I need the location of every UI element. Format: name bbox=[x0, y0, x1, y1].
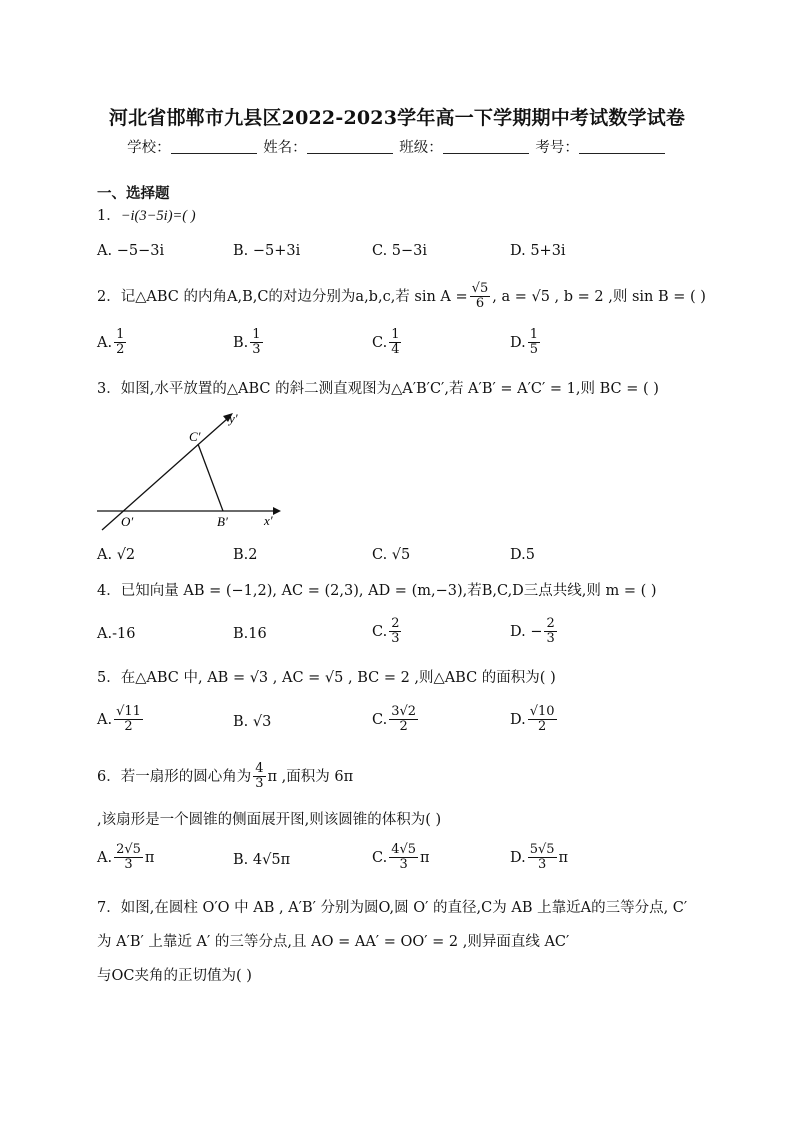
q6-option-b: B. 4√5π bbox=[233, 852, 291, 868]
name-label: 姓名： bbox=[263, 140, 307, 156]
fraction bbox=[528, 843, 557, 873]
question-text: 如图,水平放置的△ABC 的斜二测直观图为△A′B′C′,若 A′B′ = A′C′ = 1,则 BC = ( ) bbox=[120, 381, 659, 397]
numerator: 1 bbox=[116, 327, 125, 342]
question-text: , a = √5 , b = 2 ,则 sin B = ( ) bbox=[492, 288, 706, 305]
school-blank[interactable] bbox=[171, 139, 257, 154]
pi-symbol: π bbox=[558, 849, 569, 866]
denominator: 2 bbox=[399, 719, 408, 735]
q2-option-b bbox=[233, 328, 265, 358]
q5-option-b: B. √3 bbox=[233, 714, 272, 730]
fraction bbox=[544, 617, 556, 647]
page-title: 河北省邯郸市九县区2022-2023学年高一下学期期中考试数学试卷 bbox=[108, 107, 686, 129]
student-info-line bbox=[0, 136, 794, 157]
denominator: 6 bbox=[475, 296, 485, 312]
denominator: 2 bbox=[116, 342, 125, 358]
oblique-projection-figure bbox=[97, 406, 287, 536]
question-1 bbox=[97, 206, 196, 226]
denominator: 3 bbox=[391, 631, 400, 647]
fraction bbox=[389, 843, 418, 873]
q6-option-c bbox=[372, 843, 430, 873]
q2-option-c bbox=[372, 328, 403, 358]
fraction bbox=[253, 762, 265, 792]
q1-option-d: D. 5+3i bbox=[510, 243, 566, 259]
denominator: 3 bbox=[546, 631, 555, 647]
question-6-line-2: ,该扇形是一个圆锥的侧面展开图,则该圆锥的体积为( ) bbox=[97, 812, 442, 828]
fraction bbox=[114, 705, 143, 735]
numerator: 5√5 bbox=[529, 842, 555, 857]
x-axis-arrow-icon bbox=[273, 507, 281, 515]
question-number: 7． bbox=[97, 900, 121, 916]
label-y: y′ bbox=[229, 411, 238, 426]
class-blank[interactable] bbox=[443, 139, 529, 154]
segment-cb bbox=[198, 444, 223, 511]
option-label: A. bbox=[97, 334, 113, 351]
numerator: 2 bbox=[391, 616, 400, 631]
q2-option-a bbox=[97, 328, 128, 358]
numerator: 1 bbox=[529, 327, 538, 342]
question-number: 2． bbox=[97, 288, 121, 305]
q5-option-a bbox=[97, 705, 145, 735]
question-3 bbox=[97, 379, 659, 399]
denominator: 4 bbox=[391, 342, 400, 358]
fraction bbox=[114, 328, 126, 358]
label-b: B′ bbox=[217, 514, 228, 529]
numerator: 3√2 bbox=[391, 704, 417, 719]
option-label: D. bbox=[510, 849, 526, 866]
fraction bbox=[389, 705, 418, 735]
school-label: 学校： bbox=[127, 140, 171, 156]
question-7 bbox=[97, 898, 687, 918]
numerator: 2√5 bbox=[116, 842, 141, 857]
name-blank[interactable] bbox=[307, 139, 393, 154]
label-o: O′ bbox=[121, 514, 134, 529]
q4-option-c bbox=[372, 617, 403, 647]
option-label: D. bbox=[510, 711, 526, 728]
q6-option-d bbox=[510, 843, 568, 873]
q1-option-b: B. −5+3i bbox=[233, 243, 301, 259]
q4-option-b: B.16 bbox=[233, 626, 267, 642]
denominator: 2 bbox=[537, 719, 547, 735]
q4-option-a: A.-16 bbox=[97, 626, 136, 642]
option-label: C. bbox=[372, 849, 388, 866]
question-7-line-3: 与OC夹角的正切值为( ) bbox=[97, 968, 252, 984]
q1-option-c: C. 5−3i bbox=[372, 243, 428, 259]
question-number: 6． bbox=[97, 768, 121, 785]
question-number: 1． bbox=[97, 208, 121, 224]
fraction bbox=[114, 843, 143, 873]
question-text: −i(3−5i)=( ) bbox=[120, 208, 196, 224]
q1-option-a: A. −5−3i bbox=[97, 243, 165, 259]
numerator: 1 bbox=[252, 327, 261, 342]
question-text: 在△ABC 中, AB = √3 , AC = √5 , BC = 2 ,则△ABC 的面积为( ) bbox=[120, 670, 556, 686]
denominator: 3 bbox=[399, 857, 408, 873]
q3-option-c: C. √5 bbox=[372, 547, 411, 563]
number-label: 考号： bbox=[535, 140, 579, 156]
denominator: 3 bbox=[124, 857, 133, 873]
q3-option-a: A. √2 bbox=[97, 547, 136, 563]
numerator: √5 bbox=[471, 281, 489, 296]
numerator: 4√5 bbox=[391, 842, 417, 857]
option-label: C. bbox=[372, 711, 388, 728]
denominator: 2 bbox=[124, 719, 133, 735]
question-number: 4． bbox=[97, 583, 121, 599]
numerator: √10 bbox=[529, 704, 555, 719]
q5-option-d bbox=[510, 705, 559, 735]
fraction bbox=[389, 617, 401, 647]
pi-symbol: π bbox=[144, 849, 155, 866]
option-label: D. − bbox=[510, 623, 543, 640]
option-label: A. bbox=[97, 711, 113, 728]
q4-option-d bbox=[510, 617, 559, 647]
section-heading: 一、选择题 bbox=[97, 185, 170, 202]
q6-option-a bbox=[97, 843, 154, 873]
denominator: 5 bbox=[529, 342, 538, 358]
question-number: 5． bbox=[97, 670, 121, 686]
fraction bbox=[528, 705, 557, 735]
numerator: √11 bbox=[116, 704, 141, 719]
denominator: 3 bbox=[537, 857, 547, 873]
fraction bbox=[250, 328, 262, 358]
question-7-line-2: 为 A′B′ 上靠近 A′ 的三等分点,且 AO = AA′ = OO′ = 2 ,则异面直线 AC′ bbox=[97, 934, 570, 950]
question-text: 记△ABC 的内角A,B,C的对边分别为a,b,c,若 sin A = bbox=[120, 288, 468, 305]
q5-option-c bbox=[372, 705, 420, 735]
numerator: 2 bbox=[546, 616, 555, 631]
option-label: B. bbox=[233, 334, 249, 351]
question-2 bbox=[97, 282, 706, 312]
numerator: 4 bbox=[255, 761, 264, 776]
q3-option-b: B.2 bbox=[233, 547, 258, 563]
q2-option-d bbox=[510, 328, 542, 358]
question-5 bbox=[97, 668, 556, 688]
label-c: C′ bbox=[189, 429, 201, 444]
question-text: π ,面积为 6π bbox=[267, 768, 354, 785]
question-text: 已知向量 AB = (−1,2), AC = (2,3), AD = (m,−3),若B,C,D三点共线,则 m = ( ) bbox=[120, 583, 657, 599]
denominator: 3 bbox=[255, 776, 264, 792]
question-number: 3． bbox=[97, 381, 121, 397]
option-label: A. bbox=[97, 849, 113, 866]
question-6 bbox=[97, 762, 353, 792]
denominator: 3 bbox=[252, 342, 261, 358]
option-label: C. bbox=[372, 623, 388, 640]
fraction bbox=[389, 328, 401, 358]
pi-symbol: π bbox=[420, 849, 430, 866]
option-label: D. bbox=[510, 334, 526, 351]
label-x: x′ bbox=[264, 513, 273, 528]
question-4 bbox=[97, 581, 657, 601]
q3-option-d: D.5 bbox=[510, 547, 535, 563]
number-blank[interactable] bbox=[579, 139, 665, 154]
fraction bbox=[470, 282, 491, 312]
question-text: 如图,在圆柱 O′O 中 AB , A′B′ 分别为圆O,圆 O′ 的直径,C为 AB 上靠近A的三等分点, C′ bbox=[120, 900, 688, 916]
question-text: 若一扇形的圆心角为 bbox=[120, 768, 252, 785]
class-label: 班级： bbox=[399, 140, 443, 156]
option-label: C. bbox=[372, 334, 388, 351]
fraction bbox=[528, 328, 540, 358]
numerator: 1 bbox=[391, 327, 400, 342]
